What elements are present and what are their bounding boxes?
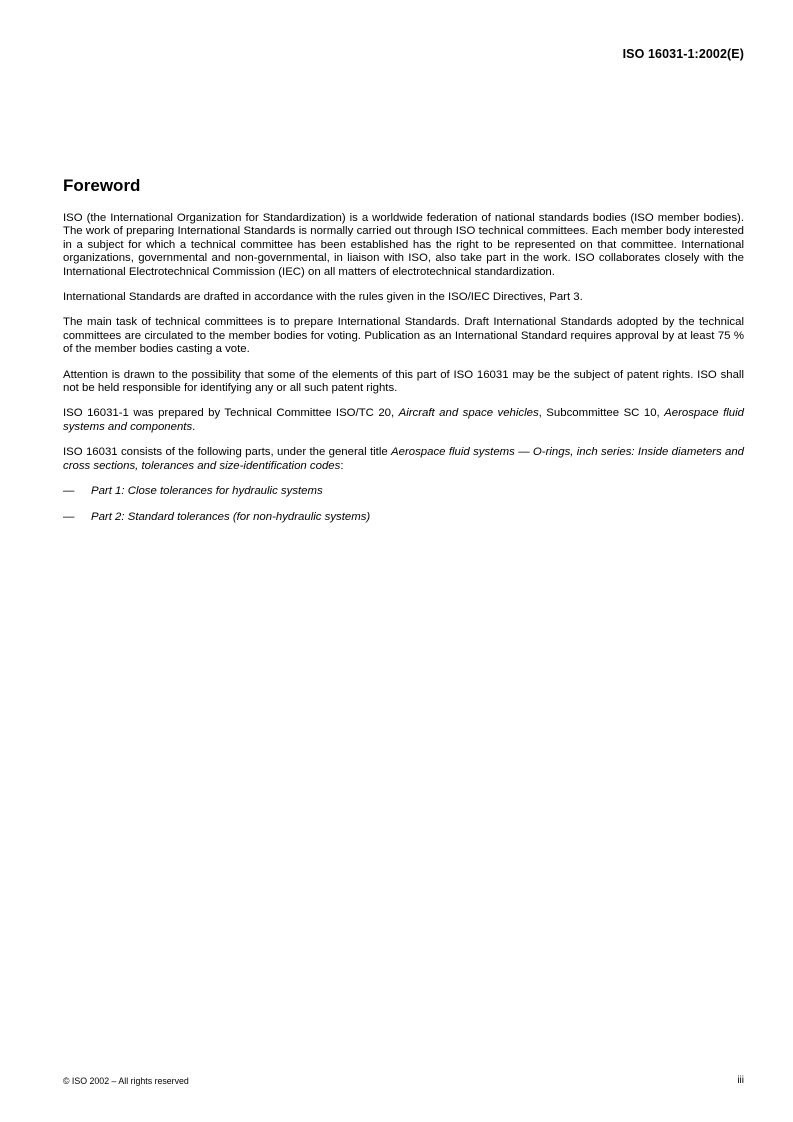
- page-number: iii: [737, 1075, 744, 1086]
- prepared-by-mid: , Subcommittee SC 10,: [538, 407, 665, 420]
- list-item-part-1: [63, 485, 744, 498]
- document-identifier: ISO 16031-1:2002(E): [622, 47, 744, 61]
- paragraph-directives: International Standards are drafted in accordance with the rules given in the ISO/IEC Directives, Part 3.: [63, 291, 583, 304]
- paragraph-prepared-by: [63, 407, 744, 434]
- list-dash: —: [63, 485, 75, 498]
- prepared-by-end: .: [192, 420, 196, 433]
- prepared-by-lead: ISO 16031-1 was prepared by Technical Committee ISO/TC 20,: [63, 407, 399, 420]
- general-title: Aerospace fluid systems — O-rings, inch series: Inside diameters and cross sections, tolerances and size-identification codes: [63, 446, 745, 472]
- committee-name: Aircraft and space vehicles: [398, 407, 539, 420]
- part-1-title: Part 1: Close tolerances for hydraulic systems: [91, 485, 323, 498]
- parts-intro-end: :: [340, 459, 344, 472]
- copyright-notice: © ISO 2002 – All rights reserved: [63, 1076, 189, 1086]
- parts-intro-lead: ISO 16031 consists of the following parts, under the general title: [63, 446, 392, 459]
- paragraph-technical-committees: The main task of technical committees is to prepare International Standards. Draft International Standards adopted by the technical committees are circulated to the member bodies for voting. Publication as an International Standard requires approval by at least 75 % of the member bodies casting a vote.: [63, 316, 744, 356]
- paragraph-iso-organization: ISO (the International Organization for Standardization) is a worldwide federation of national standards bodies (ISO member bodies). The work of preparing International Standards is normally carried out through ISO technical committees. Each member body interested in a subject for which a technical committee has been established has the right to be represented on that committee. International organizations, governmental and non-governmental, in liaison with ISO, also take part in the work. ISO collaborates closely with the International Electrotechnical Commission (IEC) on all matters of electrotechnical standardization.: [63, 212, 744, 278]
- list-dash: —: [63, 510, 75, 523]
- foreword-section: [63, 176, 744, 536]
- part-2-title: Part 2: Standard tolerances (for non-hydraulic systems): [91, 510, 371, 523]
- paragraph-parts-intro: [63, 446, 744, 473]
- section-title: Foreword: [63, 176, 141, 195]
- subcommittee-name: Aerospace fluid systems and components: [63, 407, 744, 433]
- list-item-part-2: [63, 511, 744, 524]
- paragraph-patent-rights: Attention is drawn to the possibility that some of the elements of this part of ISO 16031 may be the subject of patent rights. ISO shall not be held responsible for identifying any or all such patent rights.: [63, 368, 744, 395]
